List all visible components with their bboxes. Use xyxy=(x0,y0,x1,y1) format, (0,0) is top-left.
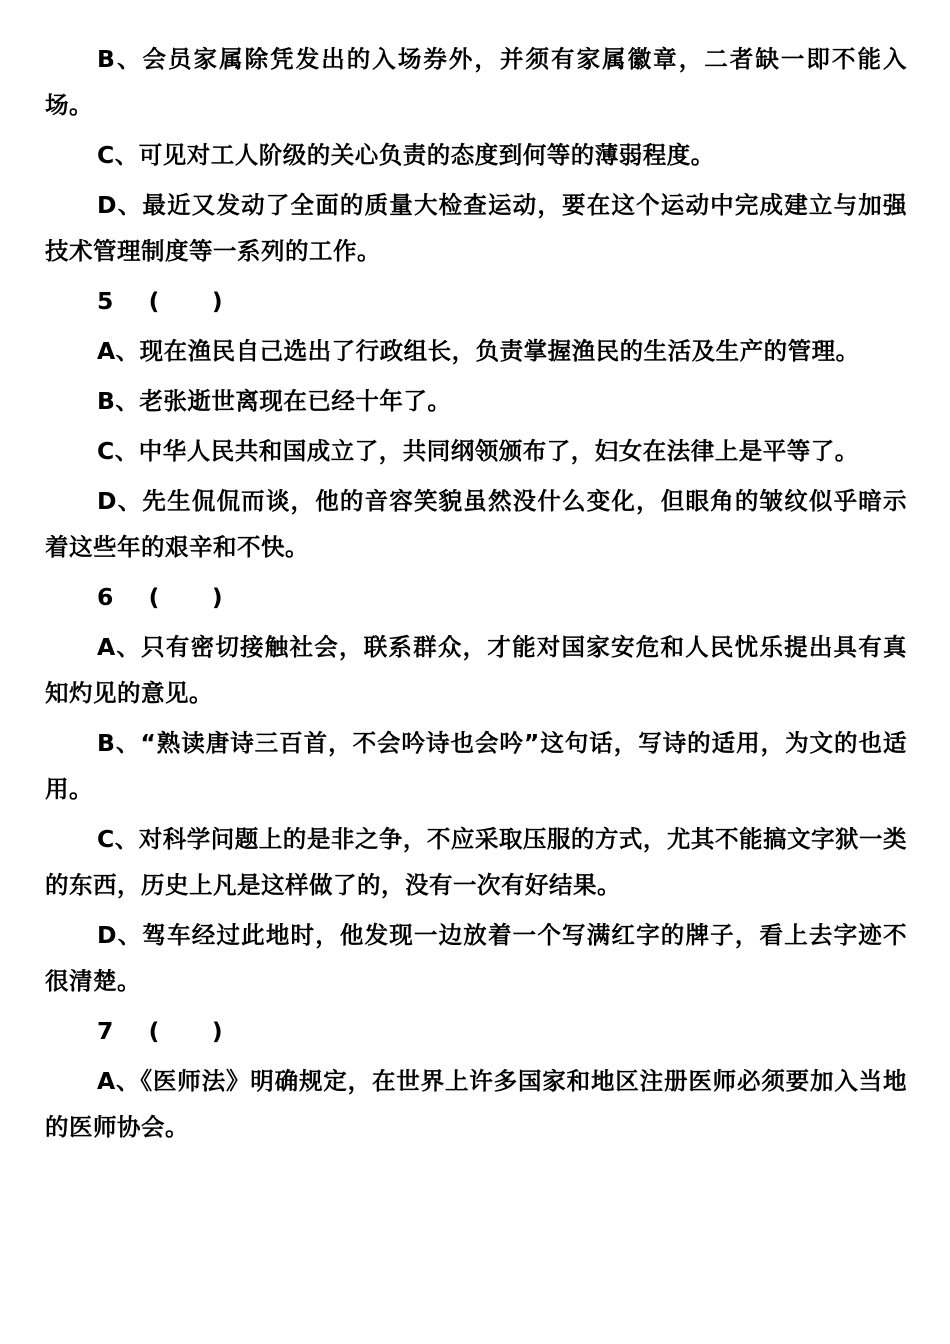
option-a-q6: A、只有密切接触社会，联系群众，才能对国家安危和人民忧乐提出具有真知灼见的意见。 xyxy=(45,633,907,707)
document-page xyxy=(45,36,907,1154)
question-6-number: 6 ( ) xyxy=(97,583,224,611)
option-c-q6: C、对科学问题上的是非之争，不应采取压服的方式，尤其不能搞文字狱一类的东西，历史上凡是这样做了的，没有一次有好结果。 xyxy=(45,825,907,899)
question-5-number: 5 ( ) xyxy=(97,287,224,315)
option-d-q5: D、先生侃侃而谈，他的音容笑貌虽然没什么变化，但眼角的皱纹似乎暗示着这些年的艰辛和不快。 xyxy=(45,487,907,561)
option-b-q6: B、“熟读唐诗三百首，不会吟诗也会吟”这句话，写诗的适用，为文的也适用。 xyxy=(45,729,907,803)
option-c-q4: C、可见对工人阶级的关心负责的态度到何等的薄弱程度。 xyxy=(97,141,715,169)
option-b-q4: B、会员家属除凭发出的入场券外，并须有家属徽章，二者缺一即不能入场。 xyxy=(45,45,907,119)
option-a-q7: A、《医师法》明确规定，在世界上许多国家和地区注册医师必须要加入当地的医师协会。 xyxy=(45,1067,907,1141)
option-a-q5: A、现在渔民自己选出了行政组长，负责掌握渔民的生活及生产的管理。 xyxy=(97,337,860,365)
option-d-q6: D、驾车经过此地时，他发现一边放着一个写满红字的牌子，看上去字迹不很清楚。 xyxy=(45,921,907,995)
option-b-q5: B、老张逝世离现在已经十年了。 xyxy=(97,387,452,415)
question-7-number: 7 ( ) xyxy=(97,1017,224,1045)
option-c-q5: C、中华人民共和国成立了，共同纲领颁布了，妇女在法律上是平等了。 xyxy=(97,437,859,465)
option-d-q4: D、最近又发动了全面的质量大检查运动，要在这个运动中完成建立与加强技术管理制度等一系列的工作。 xyxy=(45,191,907,265)
